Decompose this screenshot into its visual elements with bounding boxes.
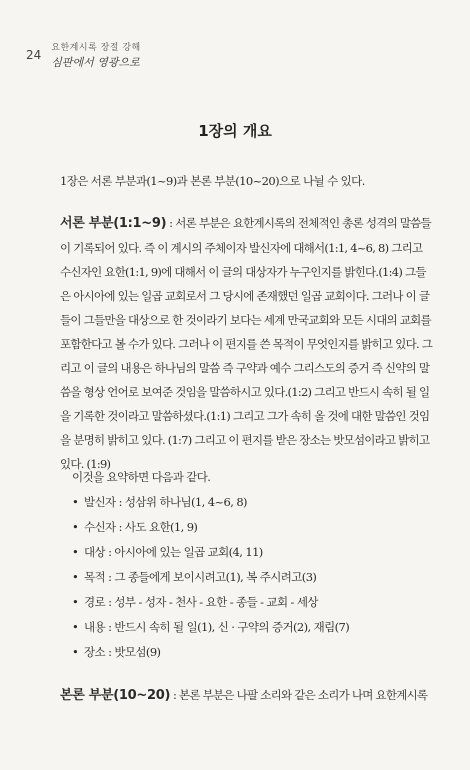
bullet-icon: •	[72, 520, 79, 534]
list-item	[72, 590, 349, 615]
chapter-title: 1장의 개요	[198, 122, 272, 140]
intro-section-body: : 서론 부분은 요한계시록의 전체적인 총론 성격의 말씀들이 기록되어 있다. 즉 이 계시의 주체이자 발신자에 대해서(1:1, 4~6, 8) 그리고 수신자인 요한(1:1, 9)에 대해서 이 글의 대상자가 누구인지를 밝힌다.(1:4) 그들은 아시아에 있는 일곱 교회로서 그 당시에 존재했던 일곱 교회이다. 그러나 이 글들이 그들만을 대상으로 한 것이라기 보다는 세계 만국교회와 모든 시대의 교회를 포함한다고 볼 수가 있다. 그러나 이 편지를 쓴 목적이 무엇인지를 밝히고 있다. 그리고 이 글의 내용은 하나님의 말씀 즉 구약과 예수 그리스도의 증거 즉 신약의 말씀을 형상 언어로 보여준 것임을 말씀하시고 있다.(1:2) 그리고 반드시 속히 될 일을 기록한 것이라고 말씀하셨다.(1:1) 그리고 그가 속히 올 것에 대한 말씀인 것임을 분명히 밝히고 있다. (1:7) 그리고 이 편지를 받은 장소는 밧모섬이라고 밝히고 있다. (1:9)	[60, 216, 433, 471]
book-subtitle: 심판에서 영광으로	[51, 56, 140, 69]
main-section	[60, 683, 435, 708]
summary-item-place: 장소 : 밧모섬(9)	[84, 645, 161, 659]
intro-section-heading: 서론 부분(1:1~9)	[60, 216, 167, 231]
intro-section	[60, 211, 435, 476]
bullet-icon: •	[72, 495, 79, 509]
summary-item-content: 내용 : 반드시 속히 될 일(1), 신 · 구약의 증거(2), 재림(7)	[84, 620, 350, 634]
bullet-icon: •	[72, 595, 79, 609]
summary-item-purpose: 목적 : 그 종들에게 보이시려고(1), 복 주시려고(3)	[84, 570, 317, 584]
main-section-paragraph	[60, 683, 435, 708]
bullet-icon: •	[72, 570, 79, 584]
series-title: 요한계시록 장절 강해	[51, 43, 141, 53]
list-item	[72, 640, 349, 665]
intro-section-paragraph	[60, 211, 435, 476]
bullet-icon: •	[72, 645, 79, 659]
main-section-body: : 본론 부분은 나팔 소리와 같은 소리가 나며 요한계시록	[170, 688, 428, 702]
bullet-icon: •	[72, 620, 79, 634]
list-item	[72, 515, 349, 540]
summary-item-audience: 대상 : 아시아에 있는 일곱 교회(4, 11)	[84, 545, 263, 559]
bullet-icon: •	[72, 545, 79, 559]
summary-list	[72, 490, 349, 665]
header-titles	[51, 40, 140, 70]
list-item	[72, 565, 349, 590]
list-item	[72, 490, 349, 515]
intro-paragraph: 1장은 서론 부분과(1~9)과 본론 부분(10~20)으로 나뉠 수 있다.	[60, 174, 365, 188]
summary-lead: 이것을 요약하면 다음과 같다.	[72, 470, 211, 484]
summary-item-recipient: 수신자 : 사도 요한(1, 9)	[84, 520, 198, 534]
list-item	[72, 615, 349, 640]
summary-item-route: 경로 : 성부 - 성자 - 천사 - 요한 - 종들 - 교회 - 세상	[84, 595, 318, 609]
summary-item-sender: 발신자 : 성삼위 하나님(1, 4~6, 8)	[84, 495, 247, 509]
running-header	[26, 40, 141, 70]
main-section-heading: 본론 부분(10~20)	[60, 688, 171, 703]
page-number: 24	[26, 48, 42, 62]
list-item	[72, 540, 349, 565]
